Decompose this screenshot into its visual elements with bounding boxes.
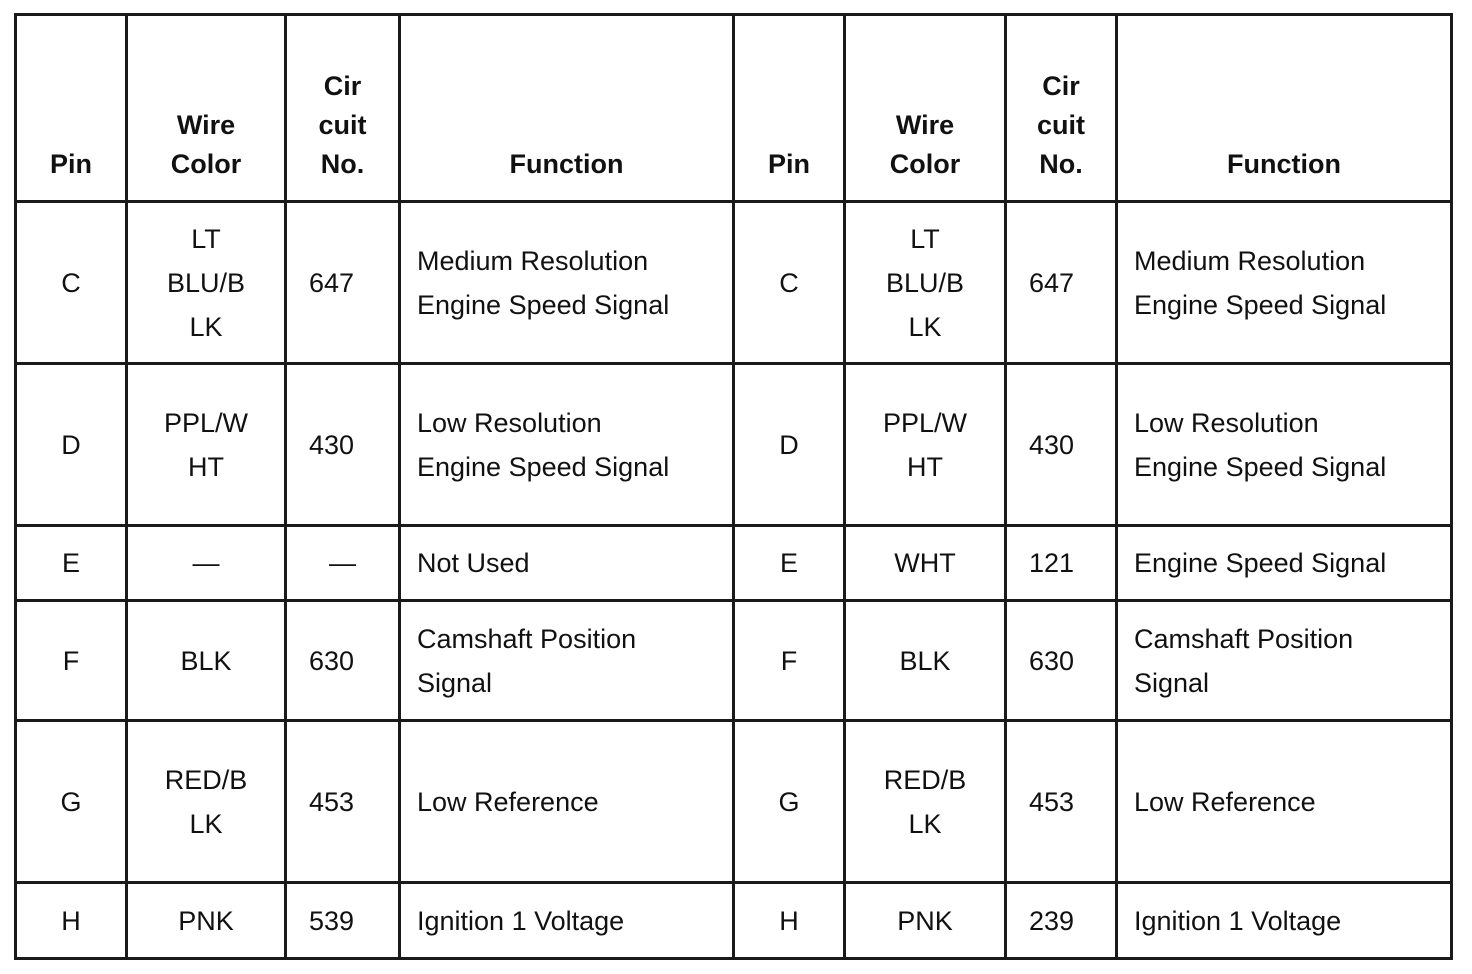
circuit-cell: 239 <box>1006 883 1117 959</box>
function-cell: Medium Resolution Engine Speed Signal <box>1117 202 1452 364</box>
function-cell: Low Resolution Engine Speed Signal <box>1117 364 1452 526</box>
pin-cell: C <box>734 202 845 364</box>
function-cell: Ignition 1 Voltage <box>1117 883 1452 959</box>
pin-cell: E <box>16 526 127 601</box>
circuit-cell: 453 <box>1006 721 1117 883</box>
wire-color-cell: PNK <box>127 883 286 959</box>
connector-pinout-table <box>14 13 1453 960</box>
wire-color-cell: RED/B LK <box>845 721 1006 883</box>
circuit-cell: 121 <box>1006 526 1117 601</box>
header-function: Function <box>1117 15 1452 202</box>
pin-cell: G <box>16 721 127 883</box>
circuit-cell: 453 <box>286 721 400 883</box>
wire-color-cell: — <box>127 526 286 601</box>
table-header-row <box>16 15 1452 202</box>
pin-cell: G <box>734 721 845 883</box>
table-row <box>16 883 1452 959</box>
pin-cell: F <box>16 601 127 721</box>
table-row <box>16 364 1452 526</box>
wire-color-cell: RED/B LK <box>127 721 286 883</box>
table-row <box>16 721 1452 883</box>
wire-color-cell: BLK <box>845 601 1006 721</box>
function-cell: Not Used <box>400 526 734 601</box>
circuit-cell: 647 <box>1006 202 1117 364</box>
header-wire-color: Wire Color <box>845 15 1006 202</box>
header-function: Function <box>400 15 734 202</box>
pin-cell: D <box>16 364 127 526</box>
pin-cell: E <box>734 526 845 601</box>
circuit-cell: 430 <box>1006 364 1117 526</box>
wire-color-cell: PNK <box>845 883 1006 959</box>
wire-color-cell: WHT <box>845 526 1006 601</box>
function-cell: Medium Resolution Engine Speed Signal <box>400 202 734 364</box>
function-cell: Engine Speed Signal <box>1117 526 1452 601</box>
wire-color-cell: LT BLU/B LK <box>845 202 1006 364</box>
circuit-cell: 630 <box>1006 601 1117 721</box>
pin-cell: D <box>734 364 845 526</box>
wire-color-cell: PPL/W HT <box>845 364 1006 526</box>
function-cell: Low Reference <box>1117 721 1452 883</box>
function-cell: Camshaft Position Signal <box>1117 601 1452 721</box>
function-cell: Low Resolution Engine Speed Signal <box>400 364 734 526</box>
wire-color-cell: LT BLU/B LK <box>127 202 286 364</box>
header-pin: Pin <box>734 15 845 202</box>
table-row <box>16 601 1452 721</box>
table-row <box>16 526 1452 601</box>
header-pin: Pin <box>16 15 127 202</box>
function-cell: Low Reference <box>400 721 734 883</box>
table-row <box>16 202 1452 364</box>
pin-cell: H <box>734 883 845 959</box>
circuit-cell: — <box>286 526 400 601</box>
pin-cell: H <box>16 883 127 959</box>
function-cell: Ignition 1 Voltage <box>400 883 734 959</box>
circuit-cell: 647 <box>286 202 400 364</box>
wire-color-cell: BLK <box>127 601 286 721</box>
function-cell: Camshaft Position Signal <box>400 601 734 721</box>
header-circuit-no: Cir cuit No. <box>1006 15 1117 202</box>
circuit-cell: 430 <box>286 364 400 526</box>
pin-cell: F <box>734 601 845 721</box>
circuit-cell: 630 <box>286 601 400 721</box>
header-wire-color: Wire Color <box>127 15 286 202</box>
circuit-cell: 539 <box>286 883 400 959</box>
wire-color-cell: PPL/W HT <box>127 364 286 526</box>
pin-cell: C <box>16 202 127 364</box>
header-circuit-no: Cir cuit No. <box>286 15 400 202</box>
